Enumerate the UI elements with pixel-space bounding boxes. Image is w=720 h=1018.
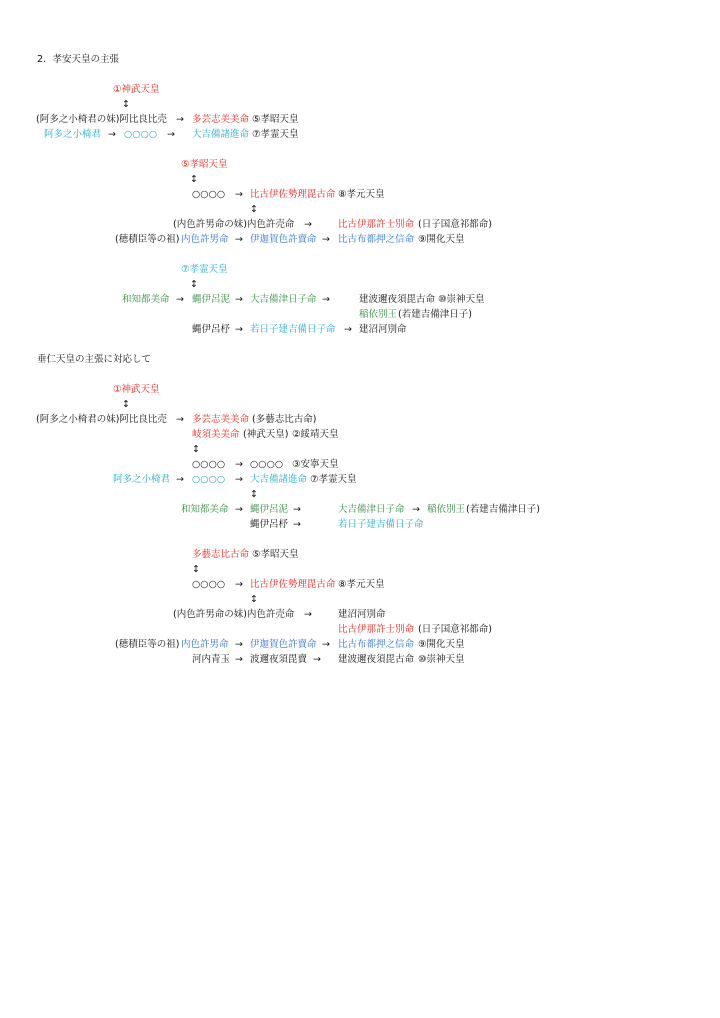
emperor-korei: ⑦孝霊天皇 xyxy=(181,264,228,275)
ikagashikome: 伊迦賀色許賣命 xyxy=(250,234,317,245)
arrow: → xyxy=(412,504,420,515)
takenunakawawake: 建沼河別命 xyxy=(359,324,407,335)
unknown-circles: ○○○○ xyxy=(192,474,226,485)
emperor-kosho: ⑤孝昭天皇 xyxy=(181,159,228,170)
arrow: → xyxy=(235,294,243,305)
arrow: → xyxy=(235,459,243,470)
wachitsumi: 和知都美命 xyxy=(122,294,170,305)
takehaniyasubiko: 建波邇夜須毘古命 xyxy=(359,294,436,305)
wakatakekibitsuhiko: (若建吉備津日子) xyxy=(398,309,472,320)
emperor-sujin: ⑩崇神天皇 xyxy=(418,654,465,665)
updown-arrow: ↕ xyxy=(192,564,200,575)
hiko-isaseribiko: 比古伊佐勢理毘古命 xyxy=(250,189,336,200)
hozumi-ancestor: (穂積臣等の祖) xyxy=(115,234,180,245)
haeirodo: 蝿伊呂杼 xyxy=(192,324,231,335)
hiko-inakoshiwake: 比古伊那許士別命 xyxy=(338,219,415,230)
arrow: → xyxy=(235,189,243,200)
tagishimimi: 多芸志美美命 xyxy=(192,414,250,425)
emperor-annei: ③安寧天皇 xyxy=(292,459,339,470)
emperor-suizei: ②綏靖天皇 xyxy=(292,429,339,440)
emperor-kogen: ⑧孝元天皇 xyxy=(338,579,385,590)
emperor-kaika: ⑨開化天皇 xyxy=(418,639,465,650)
arrow: → xyxy=(322,294,330,305)
wakatakekibitsuhiko: (若建吉備津日子) xyxy=(466,504,540,515)
emperor-kaika: ⑨開化天皇 xyxy=(418,234,465,245)
arrow: → xyxy=(167,129,175,140)
section-2-title-text: 垂仁天皇の主張に対応して xyxy=(37,354,152,365)
wachitsumi: 和知都美命 xyxy=(181,504,229,515)
arrow: → xyxy=(304,219,312,230)
hiko-futsuoshinomakoto: 比古布都押之信命 xyxy=(338,639,415,650)
okibi-morosusumi: 大吉備諸進命 xyxy=(192,129,250,140)
haeirone: 蝿伊呂泥 xyxy=(192,294,231,305)
arrow: → xyxy=(322,234,330,245)
tagishihiko-note: (多藝志比古命) xyxy=(252,414,317,425)
emperor-jimmu: ①神武天皇 xyxy=(113,384,160,395)
emperor-kogen: ⑧孝元天皇 xyxy=(338,189,385,200)
arrow: → xyxy=(108,129,116,140)
unknown-circles: ○○○○ xyxy=(192,189,226,200)
hiko-inakoshiwake: 比古伊那許士別命 xyxy=(338,624,415,635)
arrow: → xyxy=(176,414,184,425)
unknown-circles: ○○○○ xyxy=(192,579,226,590)
arrow: → xyxy=(304,609,312,620)
section-1-title-text: 2．孝安天皇の主張 xyxy=(37,54,120,65)
emperor-kosho: ⑤孝昭天皇 xyxy=(252,549,299,560)
arrow: → xyxy=(235,579,243,590)
jimmu-note: (神武天皇) xyxy=(243,429,289,440)
hiko-isaseribiko: 比古伊佐勢理毘古命 xyxy=(250,579,336,590)
arrow: → xyxy=(293,519,301,530)
unknown-circles: ○○○○ xyxy=(250,459,284,470)
arrow: → xyxy=(293,504,301,515)
emperor-jimmu: ①神武天皇 xyxy=(113,84,160,95)
arrow: → xyxy=(235,639,243,650)
wakahiko-takekibihiko: 若日子建吉備日子命 xyxy=(250,324,336,335)
emperor-sujin: ⑩崇神天皇 xyxy=(438,294,485,305)
kisumimi: 岐須美美命 xyxy=(192,429,240,440)
updown-arrow: ↕ xyxy=(122,399,130,410)
arrow: → xyxy=(176,294,184,305)
tagishihiko: 多藝志比古命 xyxy=(192,549,250,560)
updown-arrow: ↕ xyxy=(250,489,258,500)
arrow: → xyxy=(235,234,243,245)
updown-arrow: ↕ xyxy=(190,279,198,290)
inayoriwake: 稲依別王 xyxy=(427,504,466,515)
emperor-korei: ⑦孝霊天皇 xyxy=(310,474,357,485)
arrow: → xyxy=(313,654,321,665)
haeirone: 蝿伊呂泥 xyxy=(250,504,289,515)
haeirodo: 蝿伊呂杼 xyxy=(250,519,289,530)
unknown-circles: ○○○○ xyxy=(124,129,158,140)
ata-no-obashi: 阿多之小椅君 xyxy=(44,129,102,140)
wakahiko-takekibihiko: 若日子建吉備日子命 xyxy=(338,519,424,530)
tagishimimi: 多芸志美美命 xyxy=(192,114,250,125)
okibitsuhiko: 大吉備津日子命 xyxy=(338,504,405,515)
updown-arrow: ↕ xyxy=(122,99,130,110)
arrow: → xyxy=(176,114,184,125)
ushikome: (内色許男命の妹)内色許売命 xyxy=(173,609,295,620)
updown-arrow: ↕ xyxy=(250,594,258,605)
unknown-circles: ○○○○ xyxy=(192,459,226,470)
ahirahime: (阿多之小椅君の妹)阿比良比売 xyxy=(36,414,167,425)
arrow: → xyxy=(235,654,243,665)
arrow: → xyxy=(322,639,330,650)
kawachi-aotama: 河内青玉 xyxy=(192,654,231,665)
ushikoo: 内色許男命 xyxy=(181,639,229,650)
emperor-kosho: ⑤孝昭天皇 xyxy=(252,114,299,125)
arrow: → xyxy=(235,324,243,335)
updown-arrow: ↕ xyxy=(190,174,198,185)
takenunakawawake: 建沼河別命 xyxy=(338,609,386,620)
ushikome: (内色許男命の妹)内色許売命 xyxy=(173,219,295,230)
ikagashikome: 伊迦賀色許賣命 xyxy=(250,639,317,650)
ushikoo: 内色許男命 xyxy=(181,234,229,245)
ata-no-obashi: 阿多之小椅君 xyxy=(113,474,171,485)
arrow: → xyxy=(176,474,184,485)
takehaniyasubiko: 建波邇夜須毘古命 xyxy=(338,654,415,665)
updown-arrow: ↕ xyxy=(192,444,200,455)
arrow: → xyxy=(235,474,243,485)
inayoriwake: 稲依別王 xyxy=(359,309,398,320)
okibitsuhiko: 大吉備津日子命 xyxy=(250,294,317,305)
emperor-korei: ⑦孝霊天皇 xyxy=(252,129,299,140)
ahirahime: (阿多之小椅君の妹)阿比良比売 xyxy=(36,114,167,125)
hozumi-ancestor: (穂積臣等の祖) xyxy=(115,639,180,650)
arrow: → xyxy=(235,504,243,515)
hiko-kuniokitsu: (日子国意祁都命) xyxy=(418,624,492,635)
arrow: → xyxy=(344,324,352,335)
hiko-kuniokitsu: (日子国意祁都命) xyxy=(418,219,492,230)
updown-arrow: ↕ xyxy=(250,204,258,215)
okibi-morosusumi: 大吉備諸進命 xyxy=(250,474,308,485)
hiko-futsuoshinomakoto: 比古布都押之信命 xyxy=(338,234,415,245)
haniyasubime: 波邇夜須毘賣 xyxy=(250,654,308,665)
